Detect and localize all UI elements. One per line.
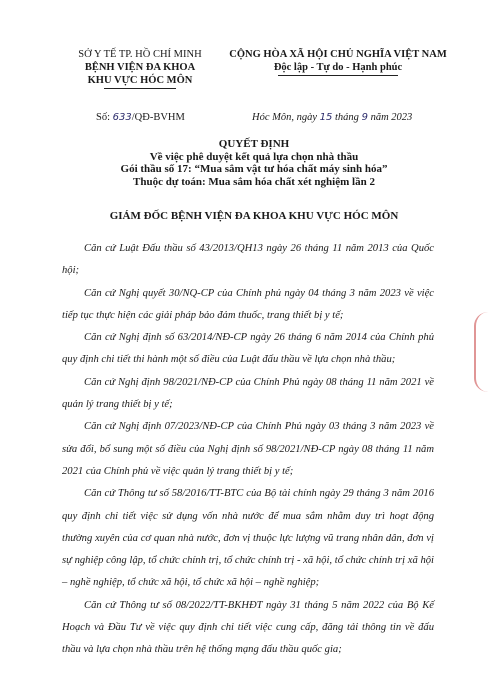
- legal-basis: [62, 238, 434, 662]
- director-heading: GIÁM ĐỐC BỆNH VIỆN ĐA KHOA KHU VỰC HÓC MÔN: [109, 210, 399, 222]
- motto-underline: [278, 75, 398, 76]
- doc-number-prefix: Số:: [96, 112, 111, 123]
- date-day: 15: [319, 112, 333, 123]
- decision-heading: QUYẾT ĐỊNH: [218, 138, 290, 150]
- document-date: [252, 112, 412, 123]
- document-number: [96, 112, 185, 123]
- date-year: năm 2023: [370, 112, 413, 123]
- legal-basis-paragraph: Căn cứ Luật Đấu thầu số 43/2013/QH13 ngày 26 tháng 11 năm 2013 của Quốc hội;: [62, 243, 434, 277]
- decision-subject-1: Về việc phê duyệt kết quả lựa chọn nhà thầu: [149, 150, 359, 163]
- legal-basis-paragraph: Căn cứ Thông tư số 08/2022/TT-BKHĐT ngày 31 tháng 5 năm 2022 của Bộ Kế Hoạch và Đầu Tư về việc quy định chi tiết việc cung cấp, đăng tải thông tin về đấu thầu và lựa chọn nhà thầu trên hệ thống mạng đấu thầu quốc gia;: [62, 599, 434, 656]
- legal-basis-paragraph: Căn cứ Nghị định 07/2023/NĐ-CP của Chính Phủ ngày 03 tháng 3 năm 2023 về sửa đổi, bổ sung một số điều của Nghị định số 98/2021/NĐ-CP ngày 08 tháng 11 năm 2021 của Chính phủ về việc quản lý trang thiết bị y tế;: [62, 421, 434, 477]
- decision-subject-3: Thuộc dự toán: Mua sắm hóa chất xét nghiệm lần 2: [133, 175, 375, 188]
- legal-basis-paragraph: Căn cứ Thông tư số 58/2016/TT-BTC của Bộ tài chính ngày 29 tháng 3 năm 2016 quy định chi tiết việc sử dụng vốn nhà nước để mua sắm nhằm duy trì hoạt động thường xuyên của cơ quan nhà nước, đơn vị thuộc lực lượng vũ trang nhân dân, đơn vị sự nghiệp công lập, tổ chức chính trị, tổ chức chính trị - xã hội, tổ chức chính trị xã hội – nghề nghiệp, tổ chức xã hội, tổ chức xã hội – nghề nghiệp;: [62, 488, 434, 589]
- national-motto: [228, 48, 448, 76]
- decision-subject-2: Gói thầu số 17: “Mua sắm vật tư hóa chất máy sinh hóa”: [120, 163, 388, 175]
- issuing-agency: [60, 48, 220, 89]
- decision-title: [60, 138, 448, 188]
- motto-line-1: CỘNG HÒA XÃ HỘI CHỦ NGHĨA VIỆT NAM: [229, 49, 447, 60]
- doc-number-handwritten: 633: [112, 112, 132, 123]
- red-stamp-edge: [474, 312, 488, 392]
- agency-line-1: SỞ Y TẾ TP. HỒ CHÍ MINH: [78, 49, 202, 60]
- date-month: 9: [361, 112, 368, 123]
- date-month-label: tháng: [335, 112, 359, 123]
- legal-basis-paragraph: Căn cứ Nghị định 98/2021/NĐ-CP của Chính Phủ ngày 08 tháng 11 năm 2021 về quản lý trang thiết bị y tế;: [62, 376, 434, 411]
- agency-line-2: BỆNH VIỆN ĐA KHOA: [84, 62, 196, 73]
- doc-number-suffix: /QĐ-BVHM: [131, 112, 185, 123]
- agency-line-3: KHU VỰC HÓC MÔN: [87, 75, 193, 86]
- legal-basis-paragraph: Căn cứ Nghị quyết 30/NQ-CP của Chính phủ ngày 04 tháng 3 năm 2023 về việc tiếp tục thực hiện các giải pháp bảo đảm thuốc, trang thiết bị y tế;: [62, 287, 434, 321]
- legal-basis-paragraph: Căn cứ Nghị định số 63/2014/NĐ-CP ngày 26 tháng 6 năm 2014 của Chính phủ quy định chi tiết thi hành một số điều của Luật đấu thầu về lựa chọn nhà thầu;: [62, 332, 434, 366]
- date-place: Hóc Môn, ngày: [252, 112, 318, 123]
- motto-line-2: Độc lập - Tự do - Hạnh phúc: [273, 62, 403, 73]
- agency-underline: [104, 88, 176, 89]
